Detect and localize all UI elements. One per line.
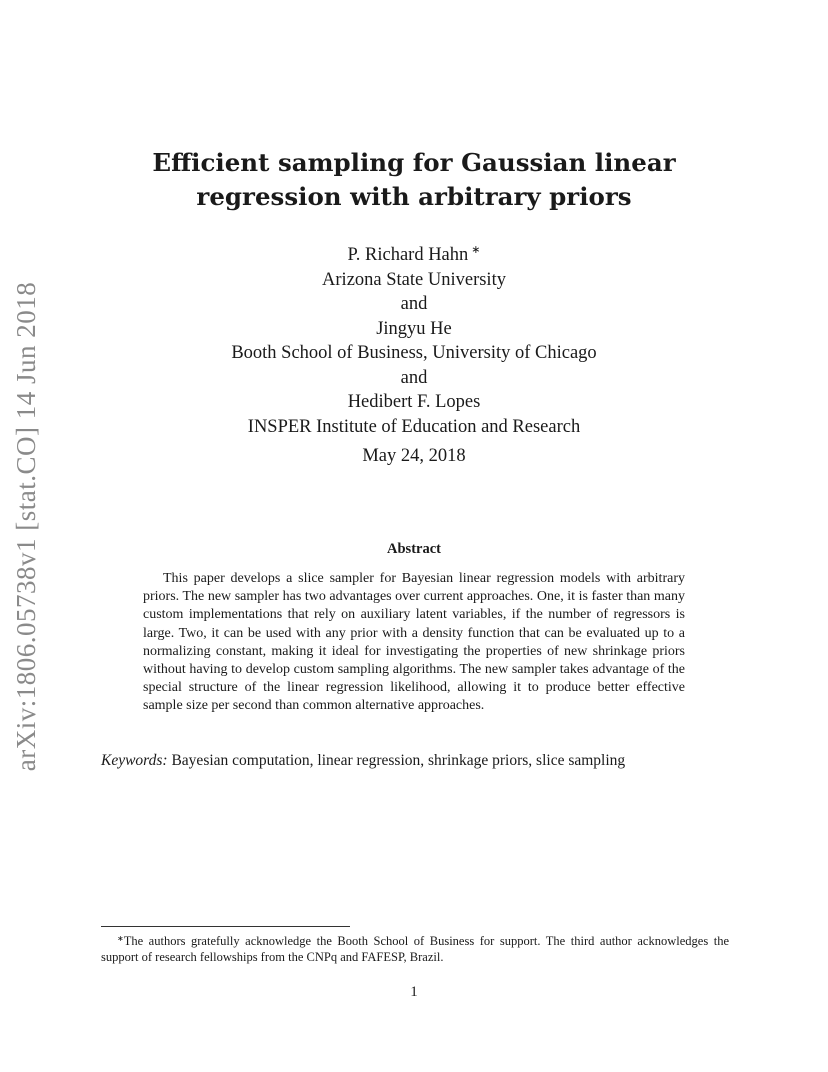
abstract-body: This paper develops a slice sampler for Bayesian linear regression models with arbitrary priors. The new sampler has two advantages over current approaches. One, it is faster than many custom implementations that rely on auxiliary latent variables, if the number of regressors is large. Two, it can be used with any prior with a density function that can be evaluated up to a normalizing constant, making it ideal for investigating the properties of new shrinkage priors without having to develop custom sampling algorithms. The new sampler takes advantage of the special structure of the linear regression likelihood, allowing it to produce better effective sample size per second than common alternative approaches. bbox=[143, 571, 685, 714]
author-3-name: Hedibert F. Lopes bbox=[347, 392, 481, 412]
author-1 bbox=[100, 238, 728, 268]
page-number: 1 bbox=[410, 984, 418, 1000]
title-line-1: Efficient sampling for Gaussian linear bbox=[152, 148, 676, 177]
author-2-affiliation: Booth School of Business, University of Chicago bbox=[231, 343, 597, 363]
keywords-line bbox=[101, 752, 741, 770]
author-block bbox=[100, 238, 728, 439]
author-separator-2: and bbox=[400, 367, 428, 388]
title-line-2: regression with arbitrary priors bbox=[196, 182, 632, 211]
arxiv-stamp-text: arXiv:1806.05738v1 [stat.CO] 14 Jun 2018 bbox=[11, 281, 42, 771]
keywords-label: Keywords: bbox=[101, 752, 168, 769]
author-2-name: Jingyu He bbox=[376, 318, 452, 339]
author-separator-1: and bbox=[400, 294, 428, 314]
author-1-name: P. Richard Hahn bbox=[347, 245, 469, 265]
author-1-footnote-mark: ∗ bbox=[471, 244, 481, 256]
footnote bbox=[101, 931, 729, 965]
author-3-affiliation: INSPER Institute of Education and Research bbox=[247, 416, 581, 437]
footnote-divider bbox=[101, 926, 350, 927]
keywords-text: Bayesian computation, linear regression, shrinkage priors, slice sampling bbox=[171, 752, 626, 769]
footnote-mark: ∗ bbox=[117, 934, 124, 943]
arxiv-identifier-stamp bbox=[2, 276, 52, 776]
author-1-affiliation: Arizona State University bbox=[322, 269, 506, 290]
abstract-heading: Abstract bbox=[387, 541, 441, 557]
footnote-text: The authors gratefully acknowledge the Booth School of Business for support. The third author acknowledges the support of research fellowships from the CNPq and FAFESP, Brazil. bbox=[101, 934, 729, 964]
paper-date: May 24, 2018 bbox=[362, 446, 466, 466]
paper-title bbox=[100, 146, 728, 214]
